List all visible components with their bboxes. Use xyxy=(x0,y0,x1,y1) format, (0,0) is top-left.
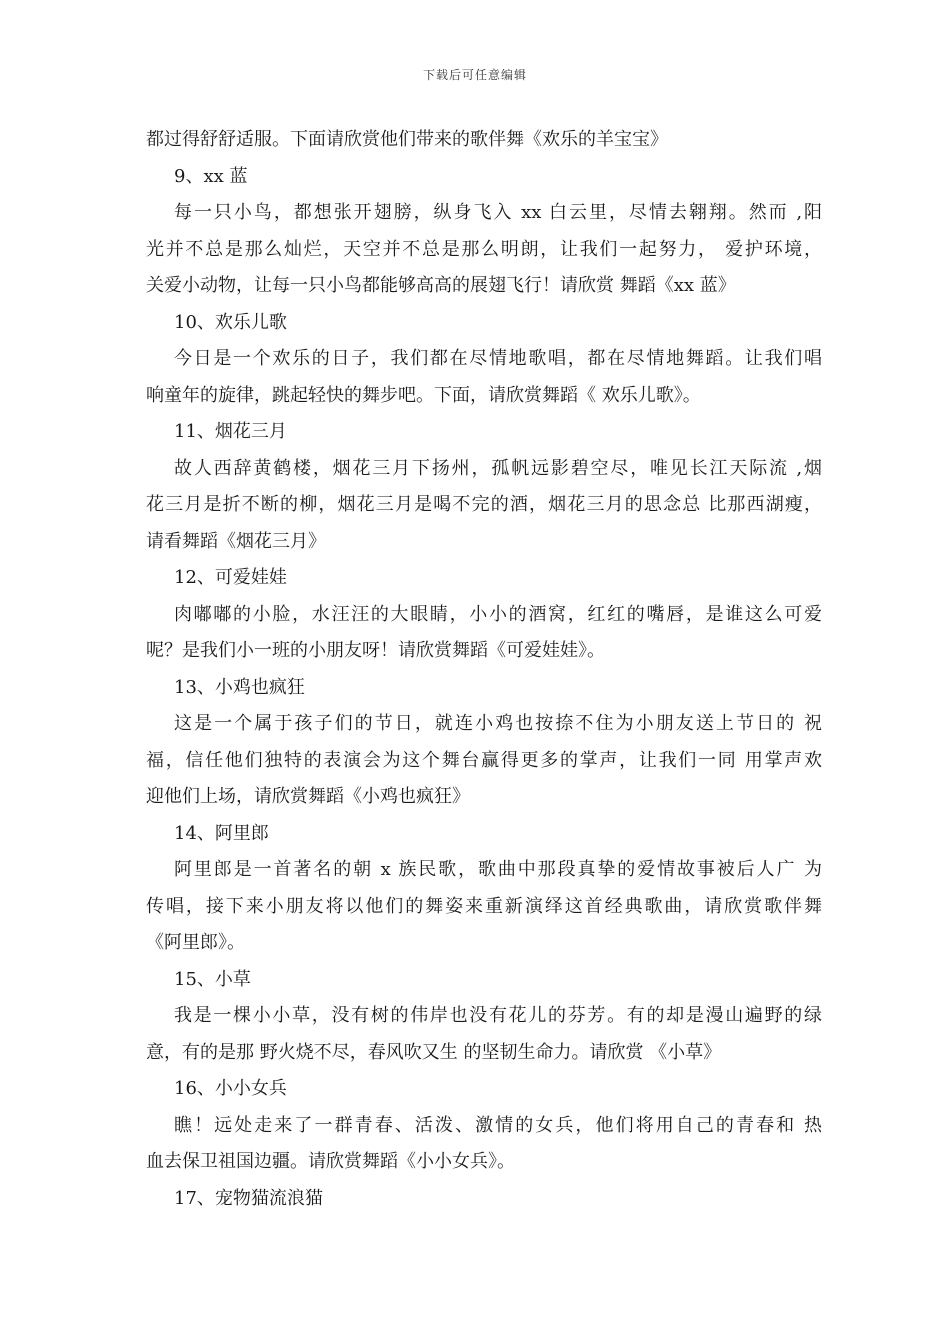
page-header-note: 下载后可任意编辑 xyxy=(422,68,527,82)
paragraph-line: 响童年的旋律，跳起轻快的舞步吧。下面，请欣赏舞蹈《 欢乐儿歌》。 xyxy=(146,384,701,406)
paragraph-line: 今日是一个欢乐的日子，我们都在尽情地歌唱，都在尽情地舞蹈。让我们唱 xyxy=(174,348,822,369)
section-heading: 17、宠物猫流浪猫 xyxy=(174,1187,323,1209)
paragraph-line: 呢？是我们小一班的小朋友呀！请欣赏舞蹈《可爱娃娃》。 xyxy=(146,640,605,661)
paragraph-line: 这是一个属于孩子们的节日，就连小鸡也按捺不住为小朋友送上节日的 祝 xyxy=(174,713,822,734)
paragraph-line: 肉嘟嘟的小脸，水汪汪的大眼睛，小小的酒窝，红红的嘴唇，是谁这么可爱 xyxy=(174,603,822,625)
paragraph-line: 关爱小动物，让每一只小鸟都能够高高的展翅飞行！请欣赏 舞蹈《xx 蓝》 xyxy=(146,275,736,296)
paragraph-line: 故人西辞黄鹤楼，烟花三月下扬州，孤帆远影碧空尽，唯见长江天际流 ,烟 xyxy=(174,457,822,479)
paragraph-line: 我是一棵小小草，没有树的伟岸也没有花儿的芬芳。有的却是漫山遍野的绿 xyxy=(174,1005,822,1026)
paragraph-line: 福，信任他们独特的表演会为这个舞台赢得更多的掌声，让我们一同 用掌声欢 xyxy=(146,749,822,771)
text-line: 都过得舒舒适服。下面请欣赏他们带来的歌伴舞《欢乐的羊宝宝》 xyxy=(146,129,668,150)
section-heading: 10、欢乐儿歌 xyxy=(174,311,287,333)
section-heading: 16、小小女兵 xyxy=(174,1078,287,1099)
paragraph-line: 光并不总是那么灿烂，天空并不总是那么明朗，让我们一起努力， 爱护环境， xyxy=(146,238,822,260)
section-heading: 14、阿里郎 xyxy=(174,822,269,844)
paragraph-line: 请看舞蹈《烟花三月》 xyxy=(146,530,326,552)
paragraph-line: 瞧！远处走来了一群青春、活泼、激情的女兵，他们将用自己的青春和 热 xyxy=(174,1114,822,1136)
paragraph-line: 阿里郎是一首著名的朝 x 族民歌，歌曲中那段真挚的爱情故事被后人广 为 xyxy=(174,859,822,880)
section-heading: 15、小草 xyxy=(174,968,251,990)
paragraph-line: 《阿里郎》。 xyxy=(146,932,245,953)
paragraph-line: 花三月是折不断的柳，烟花三月是喝不完的酒，烟花三月的思念总 比那西湖瘦， xyxy=(146,494,822,515)
section-heading: 12、可爱娃娃 xyxy=(174,567,287,588)
section-heading: 13、小鸡也疯狂 xyxy=(174,676,305,698)
section-heading: 11、烟花三月 xyxy=(174,421,287,442)
paragraph-line: 每一只小鸟，都想张开翅膀，纵身飞入 xx 白云里，尽情去翱翔。然而 ,阳 xyxy=(174,202,822,223)
paragraph-line: 迎他们上场，请欣赏舞蹈《小鸡也疯狂》 xyxy=(146,786,470,807)
section-heading: 9、xx 蓝 xyxy=(174,165,248,187)
paragraph-line: 血去保卫祖国边疆。请欣赏舞蹈《小小女兵》。 xyxy=(146,1151,515,1172)
paragraph-line: 意，有的是那 野火烧不尽，春风吹又生 的坚韧生命力。请欣赏 《小草》 xyxy=(146,1041,722,1063)
paragraph-line: 传唱，接下来小朋友将以他们的舞姿来重新演绎这首经典歌曲，请欣赏歌伴舞 xyxy=(146,895,822,917)
document-body xyxy=(146,122,822,1217)
